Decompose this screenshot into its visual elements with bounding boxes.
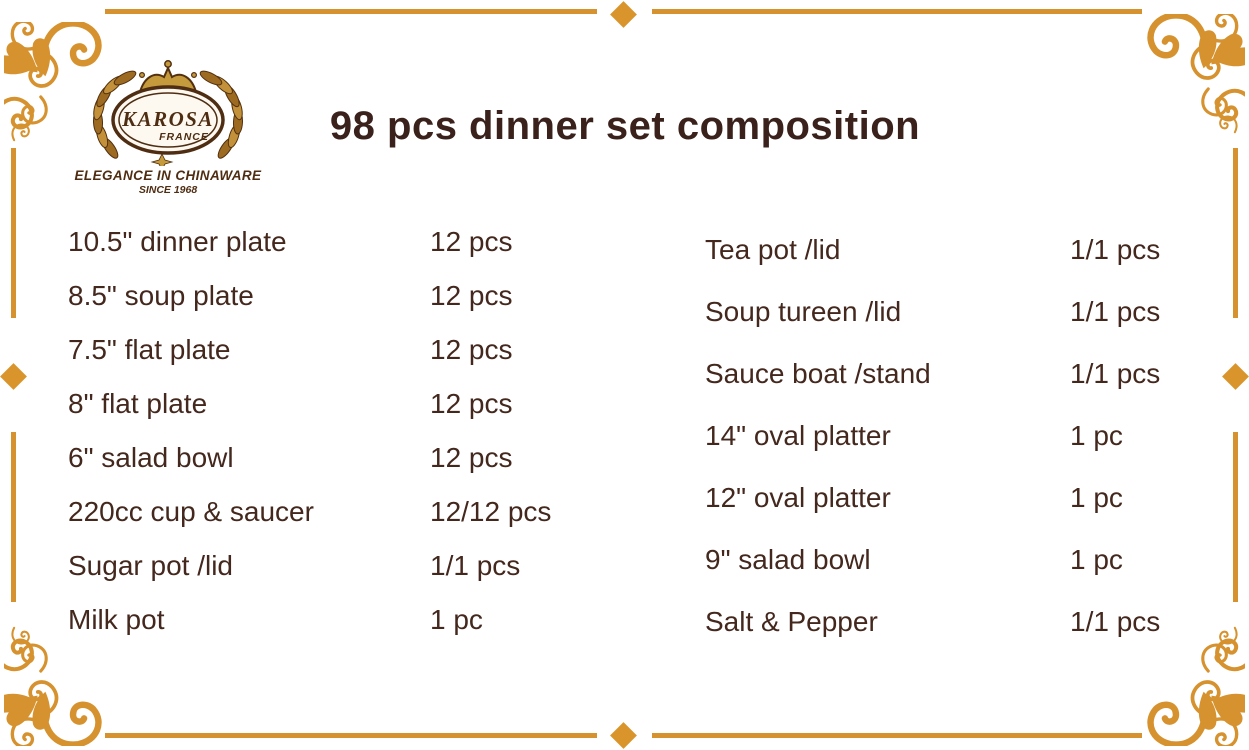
border-line-right-lower — [1233, 432, 1238, 602]
table-row — [68, 431, 551, 485]
item-qty: 1/1 pcs — [430, 550, 521, 581]
diamond-icon-top — [610, 1, 637, 28]
composition-table-right — [705, 219, 1160, 653]
table-row — [68, 269, 551, 323]
table-row — [68, 593, 551, 647]
corner-flourish-icon-top-right — [1137, 14, 1245, 140]
table-row — [705, 467, 1160, 529]
brand-logo-emblem — [66, 58, 270, 166]
table-row — [705, 405, 1160, 467]
item-qty: 1 pc — [1070, 544, 1123, 575]
table-row — [68, 539, 551, 593]
item-label: 8" flat plate — [68, 388, 208, 419]
diamond-icon-left — [0, 363, 27, 390]
item-qty: 1/1 pcs — [1070, 234, 1161, 265]
brand-origin: FRANCE — [159, 131, 209, 143]
border-line-bottom-left — [105, 733, 597, 738]
item-qty: 12 pcs — [430, 334, 513, 365]
diamond-icon-bottom — [610, 722, 637, 749]
diamond-icon-right — [1222, 363, 1249, 390]
border-line-bottom-right — [652, 733, 1142, 738]
border-line-left-upper — [11, 148, 16, 318]
border-line-top-right — [652, 9, 1142, 14]
table-row — [705, 219, 1160, 281]
table-row — [68, 215, 551, 269]
table-row — [68, 485, 551, 539]
logo-since: SINCE 1968 — [138, 184, 198, 196]
item-label: Sugar pot /lid — [68, 550, 233, 581]
table-row — [705, 529, 1160, 591]
item-qty: 1/1 pcs — [1070, 606, 1161, 637]
composition-table-left — [68, 215, 551, 647]
item-qty: 12 pcs — [430, 442, 513, 473]
item-label: 14" oval platter — [705, 420, 891, 451]
item-qty: 12 pcs — [430, 280, 513, 311]
item-qty: 1/1 pcs — [1070, 296, 1161, 327]
border-line-top-left — [105, 9, 597, 14]
table-row — [68, 323, 551, 377]
border-line-left-lower — [11, 432, 16, 602]
table-row — [705, 281, 1160, 343]
item-qty: 12 pcs — [430, 388, 513, 419]
item-label: 220cc cup & saucer — [68, 496, 314, 527]
item-qty: 12/12 pcs — [430, 496, 552, 527]
item-label: 8.5" soup plate — [68, 280, 254, 311]
brand-logo — [66, 58, 270, 196]
table-row — [68, 377, 551, 431]
item-label: Milk pot — [68, 604, 165, 635]
item-qty: 1 pc — [430, 604, 483, 635]
item-label: Sauce boat /stand — [705, 358, 931, 389]
brand-name: KAROSA — [122, 107, 214, 131]
table-row — [705, 591, 1160, 653]
logo-tagline: ELEGANCE IN CHINAWARE — [74, 168, 262, 183]
item-qty: 1 pc — [1070, 420, 1123, 451]
table-row — [705, 343, 1160, 405]
item-label: 7.5" flat plate — [68, 334, 231, 365]
sparkle-icon — [152, 154, 172, 166]
border-line-right-upper — [1233, 148, 1238, 318]
item-qty: 1/1 pcs — [1070, 358, 1161, 389]
item-label: 9" salad bowl — [705, 544, 871, 575]
item-label: Tea pot /lid — [705, 234, 841, 265]
item-label: 12" oval platter — [705, 482, 891, 513]
item-label: 10.5" dinner plate — [68, 226, 287, 257]
page-title: 98 pcs dinner set composition — [329, 104, 921, 148]
item-qty: 1 pc — [1070, 482, 1123, 513]
item-label: Soup tureen /lid — [705, 296, 902, 327]
item-label: Salt & Pepper — [705, 606, 878, 637]
item-label: 6" salad bowl — [68, 442, 234, 473]
item-qty: 12 pcs — [430, 226, 513, 257]
